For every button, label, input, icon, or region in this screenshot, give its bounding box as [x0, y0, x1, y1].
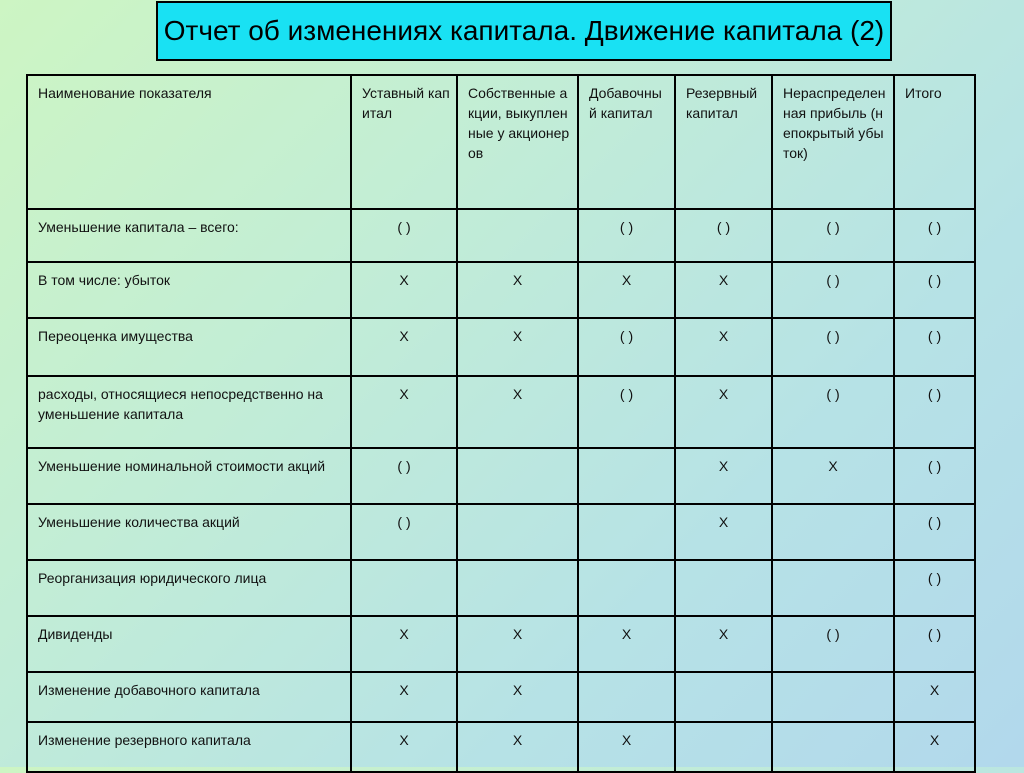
table-row	[27, 318, 975, 376]
cell-additional-capital: ( )	[578, 376, 675, 448]
column-header-total: Итого	[894, 75, 975, 209]
row-label: Реорганизация юридического лица	[27, 560, 351, 616]
cell-reserve-capital: Х	[675, 376, 772, 448]
cell-retained-earnings: ( )	[772, 262, 894, 318]
cell-retained-earnings: Х	[772, 448, 894, 504]
cell-treasury-shares: Х	[457, 616, 578, 672]
cell-charter-capital: Х	[351, 616, 457, 672]
column-header-reserve-capital: Резервный капитал	[675, 75, 772, 209]
cell-additional-capital: Х	[578, 616, 675, 672]
cell-total: Х	[894, 722, 975, 772]
row-label: Изменение резервного капитала	[27, 722, 351, 772]
cell-reserve-capital: ( )	[675, 209, 772, 262]
cell-total: ( )	[894, 504, 975, 560]
cell-reserve-capital	[675, 722, 772, 772]
cell-additional-capital	[578, 560, 675, 616]
column-header-indicator-name: Наименование показателя	[27, 75, 351, 209]
page-title: Отчет об изменениях капитала. Движение капитала (2)	[163, 15, 885, 46]
table-row	[27, 560, 975, 616]
cell-treasury-shares	[457, 560, 578, 616]
cell-charter-capital: ( )	[351, 504, 457, 560]
cell-additional-capital	[578, 672, 675, 722]
row-label: Уменьшение номинальной стоимости акций	[27, 448, 351, 504]
column-header-treasury-shares: Собственные акции, выкупленные у акционеров	[457, 75, 578, 209]
cell-charter-capital: Х	[351, 262, 457, 318]
cell-reserve-capital: Х	[675, 262, 772, 318]
cell-additional-capital: Х	[578, 722, 675, 772]
column-header-additional-capital: Добавочный капитал	[578, 75, 675, 209]
cell-charter-capital: Х	[351, 376, 457, 448]
row-label: Уменьшение количества акций	[27, 504, 351, 560]
cell-retained-earnings: ( )	[772, 209, 894, 262]
title-banner	[156, 1, 892, 61]
table-row	[27, 722, 975, 772]
table-row	[27, 262, 975, 318]
cell-charter-capital: ( )	[351, 448, 457, 504]
column-header-retained-earnings: Нераспределенная прибыль (непокрытый убыток)	[772, 75, 894, 209]
cell-total: ( )	[894, 448, 975, 504]
capital-movement-table	[26, 74, 976, 773]
cell-additional-capital: ( )	[578, 318, 675, 376]
cell-charter-capital: Х	[351, 672, 457, 722]
cell-additional-capital: ( )	[578, 209, 675, 262]
row-label: Дивиденды	[27, 616, 351, 672]
cell-treasury-shares	[457, 448, 578, 504]
cell-retained-earnings: ( )	[772, 376, 894, 448]
cell-additional-capital	[578, 504, 675, 560]
cell-retained-earnings	[772, 672, 894, 722]
cell-treasury-shares	[457, 209, 578, 262]
table-row	[27, 672, 975, 722]
cell-retained-earnings: ( )	[772, 318, 894, 376]
cell-reserve-capital: Х	[675, 318, 772, 376]
cell-reserve-capital: Х	[675, 616, 772, 672]
cell-charter-capital: Х	[351, 722, 457, 772]
cell-additional-capital	[578, 448, 675, 504]
cell-total: ( )	[894, 560, 975, 616]
column-header-charter-capital: Уставный капитал	[351, 75, 457, 209]
cell-treasury-shares: Х	[457, 376, 578, 448]
table-row	[27, 504, 975, 560]
table-row	[27, 209, 975, 262]
cell-total: ( )	[894, 262, 975, 318]
cell-treasury-shares: Х	[457, 318, 578, 376]
cell-reserve-capital: Х	[675, 448, 772, 504]
cell-reserve-capital	[675, 560, 772, 616]
cell-total: ( )	[894, 209, 975, 262]
cell-reserve-capital: Х	[675, 504, 772, 560]
cell-charter-capital: ( )	[351, 209, 457, 262]
cell-treasury-shares: Х	[457, 722, 578, 772]
header-row	[27, 75, 975, 209]
cell-total: ( )	[894, 376, 975, 448]
table-row	[27, 616, 975, 672]
cell-retained-earnings	[772, 504, 894, 560]
cell-charter-capital: Х	[351, 318, 457, 376]
row-label: расходы, относящиеся непосредственно на уменьшение капитала	[27, 376, 351, 448]
table-row	[27, 376, 975, 448]
table-row	[27, 448, 975, 504]
cell-treasury-shares: Х	[457, 262, 578, 318]
row-label: Переоценка имущества	[27, 318, 351, 376]
cell-total: ( )	[894, 318, 975, 376]
cell-additional-capital: Х	[578, 262, 675, 318]
cell-total: ( )	[894, 616, 975, 672]
cell-treasury-shares: Х	[457, 672, 578, 722]
row-label: Уменьшение капитала – всего:	[27, 209, 351, 262]
cell-retained-earnings	[772, 560, 894, 616]
cell-treasury-shares	[457, 504, 578, 560]
cell-retained-earnings	[772, 722, 894, 772]
cell-reserve-capital	[675, 672, 772, 722]
cell-retained-earnings: ( )	[772, 616, 894, 672]
row-label: В том числе: убыток	[27, 262, 351, 318]
cell-total: Х	[894, 672, 975, 722]
row-label: Изменение добавочного капитала	[27, 672, 351, 722]
cell-charter-capital	[351, 560, 457, 616]
